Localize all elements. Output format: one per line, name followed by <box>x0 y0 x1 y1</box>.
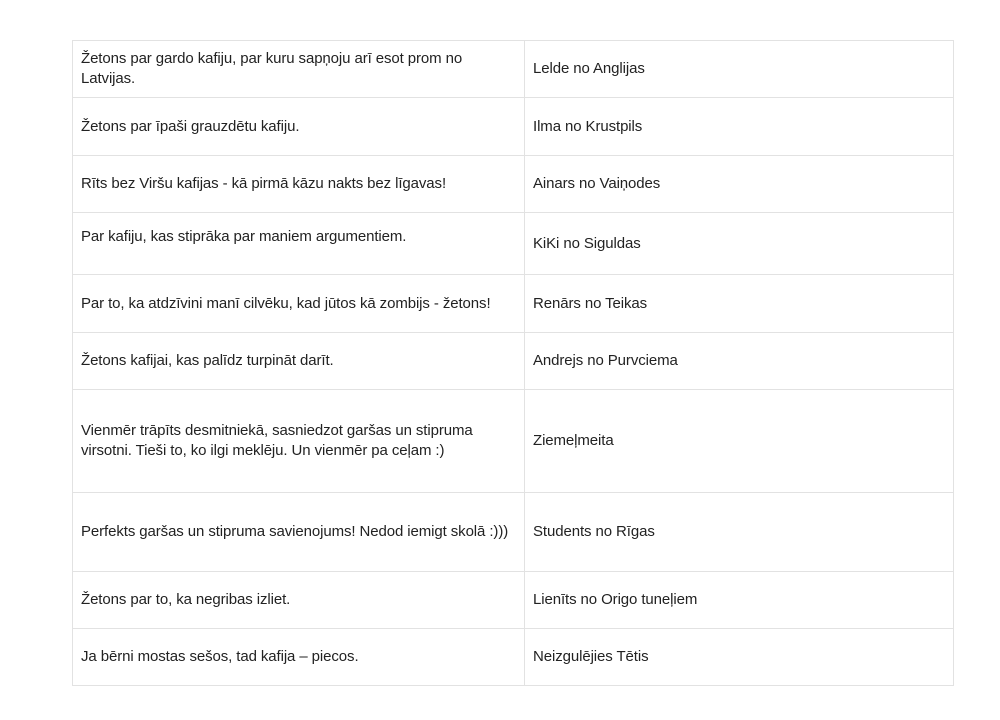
quote-cell: Žetons par to, ka negribas izliet. <box>73 572 525 629</box>
author-cell: Renārs no Teikas <box>525 275 954 333</box>
testimonials-table <box>72 40 954 686</box>
author-cell: Ilma no Krustpils <box>525 98 954 156</box>
author-cell: Ziemeļmeita <box>525 390 954 493</box>
author-cell: Neizgulējies Tētis <box>525 629 954 686</box>
table-row <box>73 629 954 686</box>
author-cell: KiKi no Siguldas <box>525 213 954 275</box>
table-row <box>73 98 954 156</box>
quote-cell: Ja bērni mostas sešos, tad kafija – piecos. <box>73 629 525 686</box>
table-row <box>73 390 954 493</box>
quote-cell: Perfekts garšas un stipruma savienojums! Nedod iemigt skolā :))) <box>73 493 525 572</box>
author-cell: Lienīts no Origo tuneļiem <box>525 572 954 629</box>
table-row <box>73 493 954 572</box>
quote-cell: Žetons kafijai, kas palīdz turpināt darīt. <box>73 333 525 390</box>
author-cell: Students no Rīgas <box>525 493 954 572</box>
quote-cell: Par to, ka atdzīvini manī cilvēku, kad jūtos kā zombijs - žetons! <box>73 275 525 333</box>
author-cell: Andrejs no Purvciema <box>525 333 954 390</box>
quote-cell: Žetons par īpaši grauzdētu kafiju. <box>73 98 525 156</box>
quote-cell: Žetons par gardo kafiju, par kuru sapņoju arī esot prom no Latvijas. <box>73 41 525 98</box>
quote-cell: Vienmēr trāpīts desmitniekā, sasniedzot garšas un stipruma virsotni. Tieši to, ko ilgi meklēju. Un vienmēr pa ceļam :) <box>73 390 525 493</box>
table-row <box>73 333 954 390</box>
author-cell: Lelde no Anglijas <box>525 41 954 98</box>
table-row <box>73 156 954 213</box>
author-cell: Ainars no Vaiņodes <box>525 156 954 213</box>
table-row <box>73 275 954 333</box>
table-row <box>73 572 954 629</box>
table-row <box>73 41 954 98</box>
quote-cell: Rīts bez Viršu kafijas - kā pirmā kāzu nakts bez līgavas! <box>73 156 525 213</box>
quote-cell: Par kafiju, kas stiprāka par maniem argumentiem. <box>73 213 525 275</box>
table-row <box>73 213 954 275</box>
